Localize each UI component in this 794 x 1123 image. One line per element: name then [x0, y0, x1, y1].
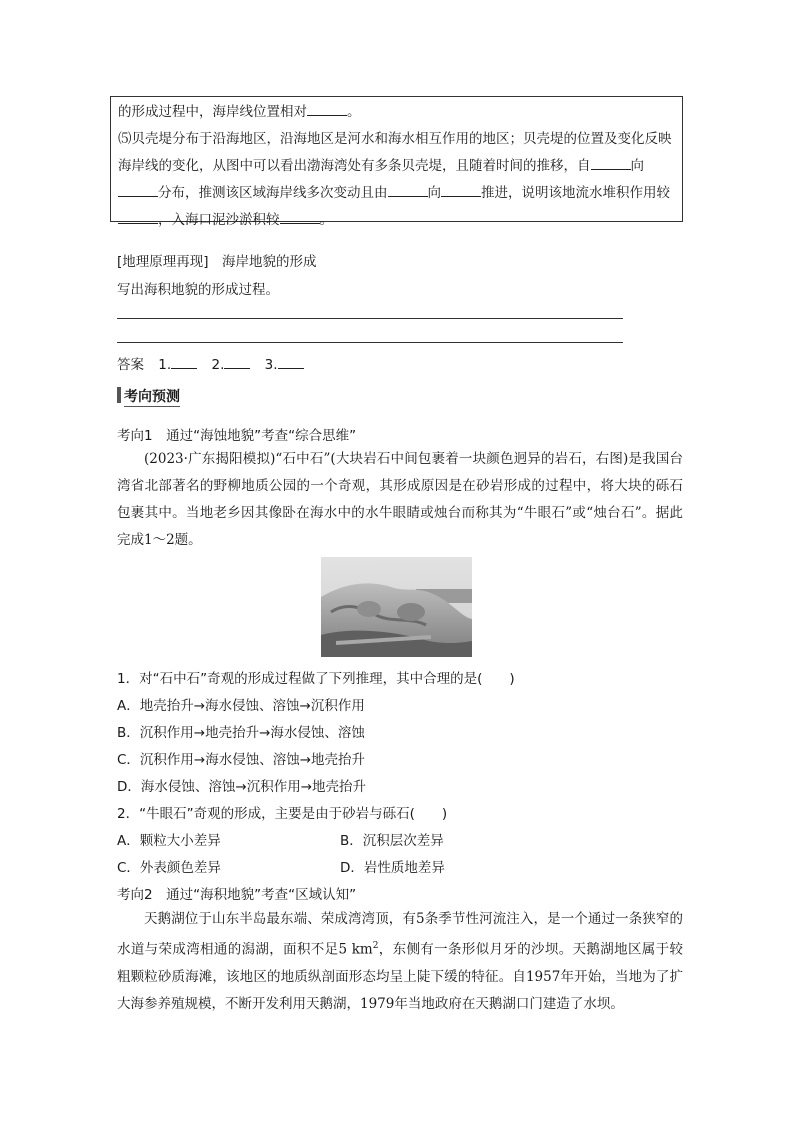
- box-text: 分布，推测该区域海岸线多次变动且由: [158, 185, 388, 201]
- answer-blank[interactable]: [224, 354, 250, 369]
- q1-option-b[interactable]: B．沉积作用→地壳抬升→海水侵蚀、溶蚀: [117, 725, 365, 741]
- writing-line-2[interactable]: [117, 342, 623, 343]
- q2-option-a[interactable]: A．颗粒大小差异: [117, 833, 221, 849]
- direction-1-title: 考向1 通过“海蚀地貌”考查“综合思维”: [117, 428, 357, 444]
- q2-option-c[interactable]: C．外表颜色差异: [117, 860, 221, 876]
- box-line-1: [118, 99, 675, 126]
- section-marker-icon: [117, 387, 121, 403]
- passage-text: [117, 906, 683, 1018]
- direction-1-passage: [117, 446, 683, 554]
- q1-option-a[interactable]: A．地壳抬升→海水侵蚀、溶蚀→沉积作用: [117, 698, 365, 714]
- direction-2-title: 考向2 通过“海积地貌”考查“区域认知”: [117, 887, 357, 903]
- box-text: ，入海口泥沙淤积较: [158, 212, 280, 228]
- answer-blank[interactable]: [171, 354, 197, 369]
- fill-blank[interactable]: [307, 101, 347, 116]
- superscript: 2: [372, 941, 379, 951]
- q2-option-b[interactable]: B．沉积层次差异: [340, 833, 444, 849]
- q1-option-c[interactable]: C．沉积作用→海水侵蚀、溶蚀→地壳抬升: [117, 752, 366, 768]
- box-text: 。: [319, 212, 333, 228]
- fill-blank[interactable]: [280, 209, 320, 224]
- box-text: 向: [630, 158, 644, 174]
- box-text: 的形成过程中，海岸线位置相对: [118, 104, 307, 120]
- question-2-stem: 2．“牛眼石”奇观的形成，主要是由于砂岩与砾石( ): [117, 806, 448, 822]
- box-text: 。: [347, 104, 361, 120]
- fill-blank[interactable]: [441, 182, 481, 197]
- passage-part: ，东侧有一条形似月牙的沙坝。天鹅湖地区属于较粗颗粒砂质海滩，该地区的地质纵剖面形态均呈上陡下缓的特征。自1957年开始，当地为了扩大海参养殖规模，不断开发利用天鹅湖，1979年当地政府在天鹅湖口门建造了水坝。: [117, 941, 683, 1012]
- writing-line-1[interactable]: [117, 318, 623, 319]
- answer-item: 3.: [264, 357, 278, 373]
- q2-option-d[interactable]: D．岩性质地差异: [340, 860, 445, 876]
- box-text: 向: [427, 185, 441, 201]
- section-header: [117, 386, 180, 406]
- principle-title: [地理原理再现] 海岸地貌的形成: [117, 254, 317, 270]
- answer-box: [110, 96, 683, 228]
- q1-option-d[interactable]: D．海水侵蚀、溶蚀→沉积作用→地壳抬升: [117, 779, 367, 795]
- rock-photo: [321, 557, 472, 657]
- fill-blank[interactable]: [591, 155, 631, 170]
- passage-part: 天鹅湖位于山东半岛最东端、荣成湾湾顶，有5条季节性河流注入，是一个通过一条狭窄的水道与荣成湾相通的潟湖，面积不足5 km: [117, 911, 683, 958]
- box-paragraph-2: [118, 126, 675, 234]
- answer-label: 答案: [117, 357, 144, 373]
- principle-prompt: 写出海积地貌的形成过程。: [117, 282, 279, 298]
- box-text: ⑸贝壳堤分布于沿海地区，沿海地区是河水和海水相互作用的地区；贝壳堤的位置及变化反映海岸线的变化，从图中可以看出渤海湾处有多条贝壳堤，且随着时间的推移，自: [118, 131, 672, 174]
- section-title: 考向预测: [124, 389, 180, 405]
- answer-item: 2.: [211, 357, 225, 373]
- fill-blank[interactable]: [118, 182, 158, 197]
- answer-blank[interactable]: [278, 354, 304, 369]
- direction-2-passage: [117, 906, 683, 1018]
- question-1-stem: 1．对“石中石”奇观的形成过程做了下列推理，其中合理的是( ): [117, 671, 515, 687]
- answer-line: [117, 353, 304, 373]
- fill-blank[interactable]: [118, 209, 158, 224]
- fill-blank[interactable]: [388, 182, 428, 197]
- passage-text: (2023·广东揭阳模拟)“石中石”(大块岩石中间包裹着一块颜色迥异的岩石，右图)是我国台湾省北部著名的野柳地质公园的一个奇观，其形成原因是在砂岩形成的过程中，将大块的砾石包裹其中。当地老乡因其像卧在海水中的水牛眼睛或烛台而称其为“牛眼石”或“烛台石”。据此完成1～2题。: [117, 451, 683, 548]
- rock-photo-image: [321, 557, 472, 657]
- answer-item: 1.: [158, 357, 172, 373]
- box-text: 推进，说明该地流水堆积作用较: [481, 185, 670, 201]
